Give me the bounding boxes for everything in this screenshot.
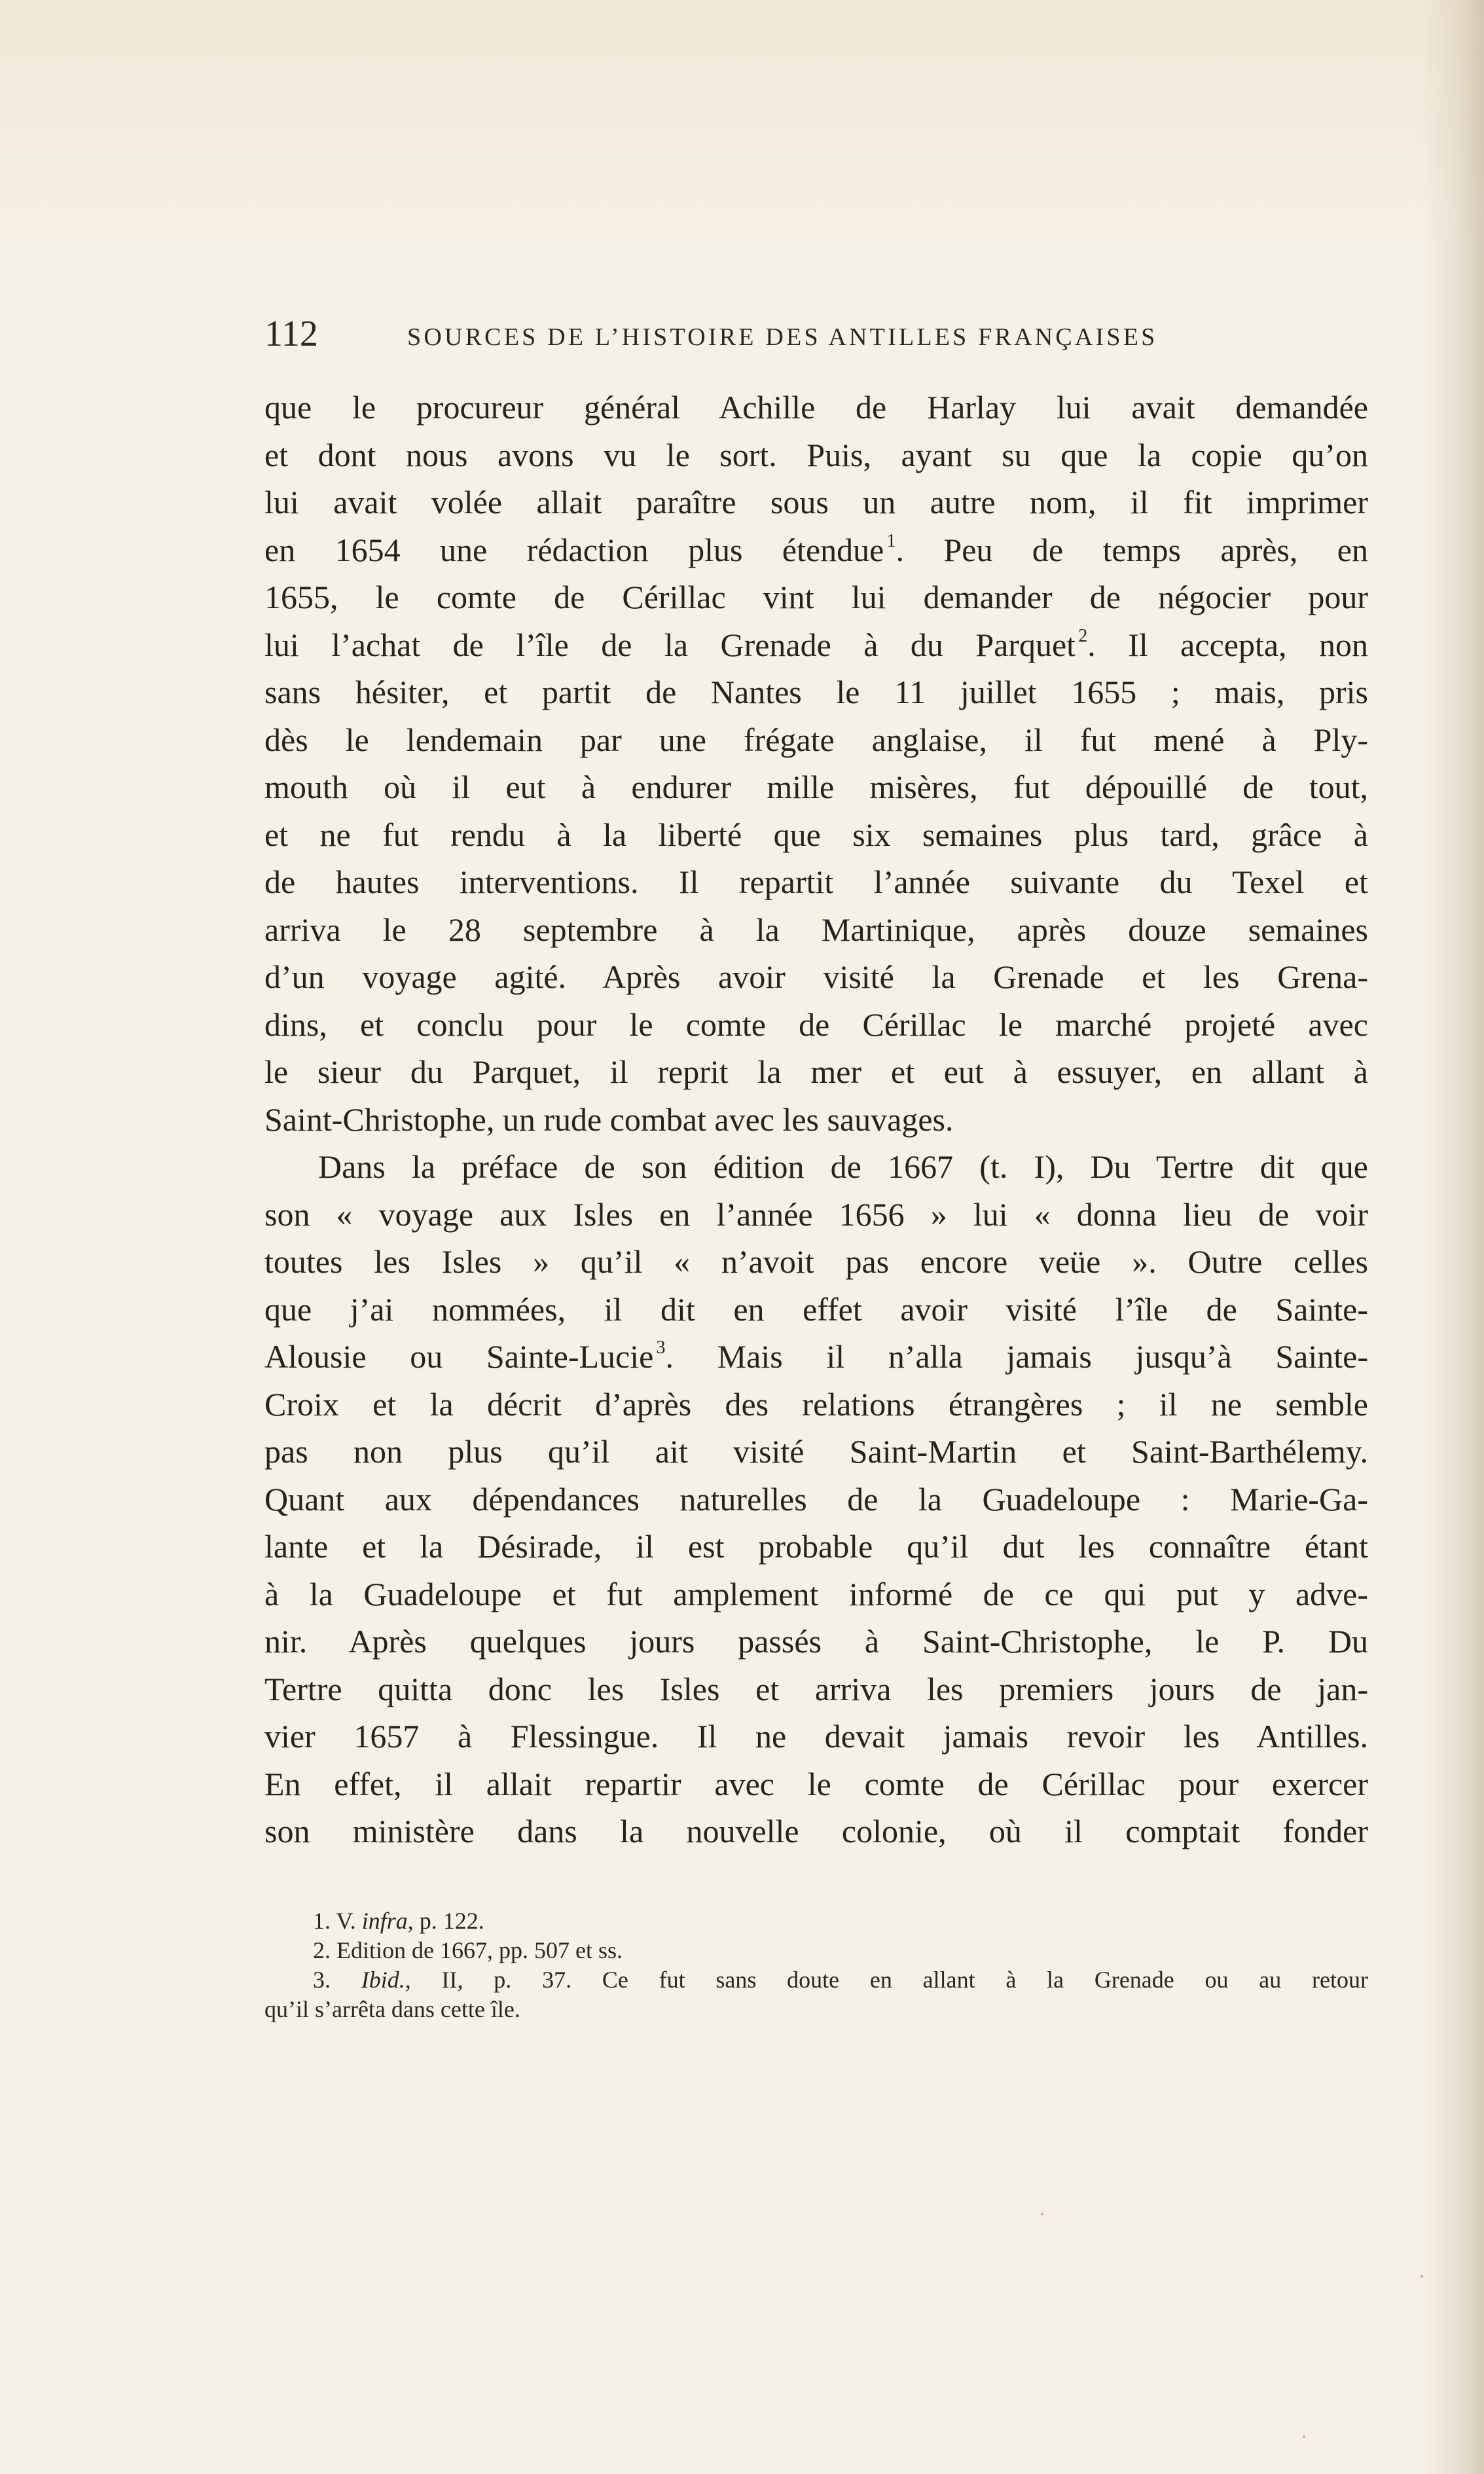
text-line: mouth où il eut à endurer mille misères, fut dépouillé de tout, [264,769,1368,805]
text-line [264,1333,1368,1381]
text-line: et dont nous avons vu le sort. Puis, ayant su que la copie qu’on [264,436,1368,473]
footnote-italic: Ibid. [361,1967,405,1993]
text-segment: . Il accepta, non [1087,626,1368,663]
text-segment: lui l’achat de l’île de la Grenade à du Parquet [264,626,1076,663]
text-line: à la Guadeloupe et fut amplement informé de ce qui put y adve- [264,1575,1368,1612]
text-line: de hautes interventions. Il repartit l’année suivante du Texel et [264,864,1368,900]
text-line: et ne fut rendu à la liberté que six semaines plus tard, grâce à [264,816,1368,853]
text-line: sans hésiter, et partit de Nantes le 11 juillet 1655 ; mais, pris [264,674,1368,710]
footnote-text: , II, p. 37. Ce fut sans doute en allant à la Grenade ou au retour [405,1967,1369,1993]
text-line: son « voyage aux Isles en l’année 1656 » lui « donna lieu de voir [264,1195,1368,1233]
text-line: pas non plus qu’il ait visité Saint-Martin et Saint-Barthélemy. [264,1433,1368,1470]
text-line: son ministère dans la nouvelle colonie, où il comptait fonder [264,1813,1368,1849]
footnote-number: 3. [313,1967,331,1993]
footnote-ref[interactable]: 1 [886,530,896,551]
footnote-number: 1. [313,1908,331,1934]
paper-speck [1041,2213,1043,2215]
text-segment: en 1654 une rédaction plus étendue [264,531,884,568]
text-line: lui avait volée allait paraître sous un autre nom, il fit imprimer [264,484,1368,520]
text-line: que j’ai nommées, il dit en effet avoir visité l’île de Sainte- [264,1290,1368,1328]
text-line: nir. Après quelques jours passés à Saint-Christophe, le P. Du [264,1623,1368,1660]
body-text [264,384,1368,1855]
text-segment: Alousie ou Sainte-Lucie [264,1338,654,1375]
text-line: En effet, il allait repartir avec le comte de Cérillac pour exercer [264,1765,1368,1802]
text-line [264,526,1368,574]
text-line: toutes les Isles » qu’il « n’avoit pas encore veüe ». Outre celles [264,1243,1368,1280]
paper-speck [1303,2435,1305,2438]
footnote-ref[interactable]: 3 [656,1337,666,1358]
footnotes [264,1906,1368,2024]
text-line: d’un voyage agité. Après avoir visité la Grenade et les Grena- [264,958,1368,995]
footnote-2 [264,1936,1368,1965]
footnote-text: V. [336,1908,362,1934]
text-line: Croix et la décrit d’après des relations étrangères ; il ne semble [264,1385,1368,1423]
text-line: Quant aux dépendances naturelles de la Guadeloupe : Marie-Ga- [264,1480,1368,1518]
footnote-text: , p. 122. [407,1908,484,1934]
footnote-1 [264,1906,1368,1936]
text-line: Dans la préface de son édition de 1667 (t. I), Du Tertre dit que [318,1148,1368,1185]
footnote-italic: infra [361,1908,408,1934]
footnote-3-continuation: qu’il s’arrêta dans cette île. [264,1996,520,2022]
text-line: lante et la Désirade, il est probable qu’il dut les connaître étant [264,1528,1368,1565]
text-line: que le procureur général Achille de Harlay lui avait demandée [264,389,1368,426]
text-line: dès le lendemain par une frégate anglaise, il fut mené à Ply- [264,721,1368,758]
text-line: Saint-Christophe, un rude combat avec les sauvages. [264,1101,954,1138]
text-line: dins, et conclu pour le comte de Cérillac le marché projeté avec [264,1006,1368,1043]
running-title: SOURCES DE L’HISTOIRE DES ANTILLES FRANÇAISES [407,323,1158,351]
text-line: le sieur du Parquet, il reprit la mer et eut à essuyer, en allant à [264,1053,1368,1090]
page-number: 112 [264,314,318,354]
text-line: vier 1657 à Flessingue. Il ne devait jamais revoir les Antilles. [264,1718,1368,1755]
text-segment: . Peu de temps après, en [896,531,1368,568]
footnote-number: 2. [313,1937,331,1963]
text-line: Tertre quitta donc les Isles et arriva les premiers jours de jan- [264,1670,1368,1707]
text-line [264,621,1368,669]
footnote-3 [264,1965,1368,1995]
text-segment: . Mais il n’alla jamais jusqu’à Sainte- [665,1338,1368,1375]
paper-speck [1421,2275,1423,2278]
text-line: 1655, le comte de Cérillac vint lui demander de négocier pour [264,579,1368,615]
text-line: arriva le 28 septembre à la Martinique, après douze semaines [264,911,1368,948]
footnote-ref[interactable]: 2 [1078,625,1088,646]
running-head [264,313,1227,359]
footnote-text: Edition de 1667, pp. 507 et ss. [336,1937,623,1963]
